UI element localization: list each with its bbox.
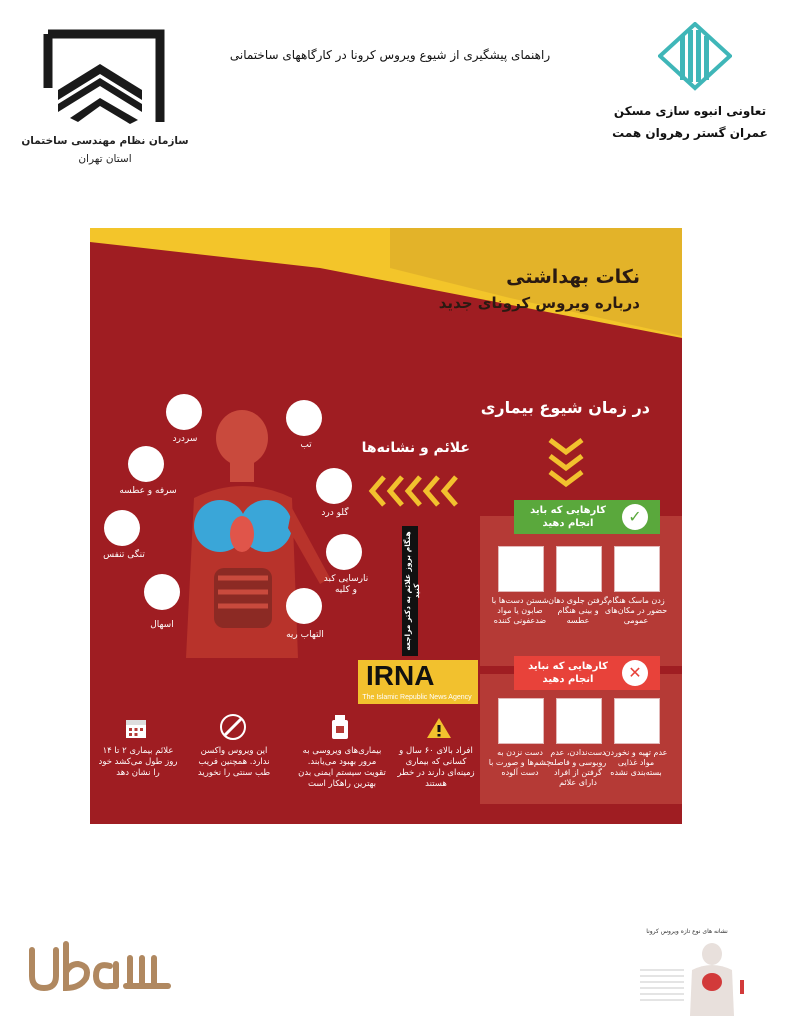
do-title: کارهایی که باید انجام دهید <box>530 505 606 529</box>
warning-icon <box>426 716 452 740</box>
fever-icon <box>286 400 322 436</box>
headache-icon <box>166 394 202 430</box>
poster-title-line1: نکات بهداشتی <box>506 266 640 288</box>
vertical-note: هنگام بروز علائم به دکتر مراجعه کنید <box>403 531 421 651</box>
cough-icon <box>128 446 164 482</box>
incubation-text: علائم بیماری ۲ تا ۱۴ روز طول می‌کشد خود را نشان دهد <box>98 746 178 778</box>
symptom-sore-throat: گلو درد <box>321 508 349 518</box>
sore-throat-icon <box>316 468 352 504</box>
cross-icon: ✕ <box>622 660 648 686</box>
do-item-mask: زدن ماسک هنگام حضور در مکان‌های عمومی <box>604 596 668 625</box>
ubaa-logo <box>26 938 176 998</box>
chevrons-down-icon <box>546 436 586 488</box>
face-touch-icon <box>498 698 544 744</box>
irna-logo: IRNA <box>366 660 435 691</box>
calendar-icon <box>124 716 148 740</box>
do-item-cover: گرفتن جلوی دهان و بینی هنگام عطسه <box>548 596 608 625</box>
thumbnail-illustration <box>640 940 770 1016</box>
food-icon <box>614 698 660 744</box>
left-org-line2: استان تهران <box>78 153 132 165</box>
irna-subtitle: The Islamic Republic News Agency <box>362 694 472 701</box>
ubaa-logo-text <box>60 1000 61 1001</box>
do-item-wash: شستن دست‌ها با صابون یا مواد ضدعفونی کننده <box>491 596 549 625</box>
dont-item-food: عدم تهیه و نخوردن مواد غذایی بسته‌بندی نشده <box>604 748 668 777</box>
thumbnail-title: نشانه های نوع تازه ویروس کرونا <box>646 928 728 935</box>
symptom-cough: سرفه و عطسه <box>119 486 177 496</box>
lung-icon <box>286 588 322 624</box>
left-org-line1: سازمان نظام مهندسی ساختمان <box>21 135 189 147</box>
poster-title-line2: درباره ویروس کرونای جدید <box>438 294 640 312</box>
symptoms-heading: علائم و نشانه‌ها <box>361 440 470 456</box>
breath-icon <box>104 510 140 546</box>
immunity-text: بیماری‌های ویروسی به مرور بهبود می‌یابند. تقویت سیستم ایمنی بدن بهترین راهکار است <box>298 746 386 789</box>
distance-icon <box>556 698 602 744</box>
syringe-icon <box>220 714 246 740</box>
symptom-fever: تب <box>300 440 312 450</box>
symptom-headache: سردرد <box>172 434 198 444</box>
left-org-name <box>20 132 190 168</box>
chevrons-left-icon <box>366 474 462 508</box>
infographic-poster <box>90 228 682 824</box>
sneeze-cover-icon <box>556 546 602 592</box>
stomach-icon <box>144 574 180 610</box>
risk-group-text: افراد بالای ۶۰ سال و کسانی که بیماری زمینه‌ای دارند در خطر هستند <box>397 746 475 789</box>
medicine-bottle-icon <box>330 714 350 740</box>
dont-item-face: دست نزدن به چشم‌ها و صورت با دست آلوده <box>488 748 552 777</box>
cooperative-logo <box>658 22 732 92</box>
no-vaccine-text: این ویروس واکسن ندارد. همچنین فریب طب سنتی را نخورید <box>197 746 271 778</box>
right-org-name <box>600 100 780 144</box>
symptom-breath: تنگی تنفس <box>103 550 145 560</box>
mask-icon <box>614 546 660 592</box>
header-banner-shape <box>90 228 682 358</box>
liver-icon <box>326 534 362 570</box>
symptom-diarrhea: اسهال <box>150 620 174 630</box>
symptom-lung: التهاب ریه <box>286 630 324 640</box>
engineering-org-logo <box>42 28 166 128</box>
dont-item-distance: دست‌ندادن، عدم روبوسی و فاصله گرفتن از افراد دارای علائم <box>549 748 607 787</box>
right-org-line2: عمران گستر رهروان همت <box>612 126 768 140</box>
handwash-icon <box>498 546 544 592</box>
dont-title: کارهایی که نباید انجام دهید <box>528 661 608 685</box>
document-title: راهنمای پیشگیری از شیوع ویروس کرونا در کارگاههای ساختمانی <box>229 48 551 62</box>
outbreak-heading: در زمان شیوع بیماری <box>480 398 650 417</box>
check-icon: ✓ <box>622 504 648 530</box>
right-org-line1: تعاونی انبوه سازی مسکن <box>613 104 767 118</box>
symptom-kidney: نارسایی کبد و کلیه <box>323 574 369 595</box>
